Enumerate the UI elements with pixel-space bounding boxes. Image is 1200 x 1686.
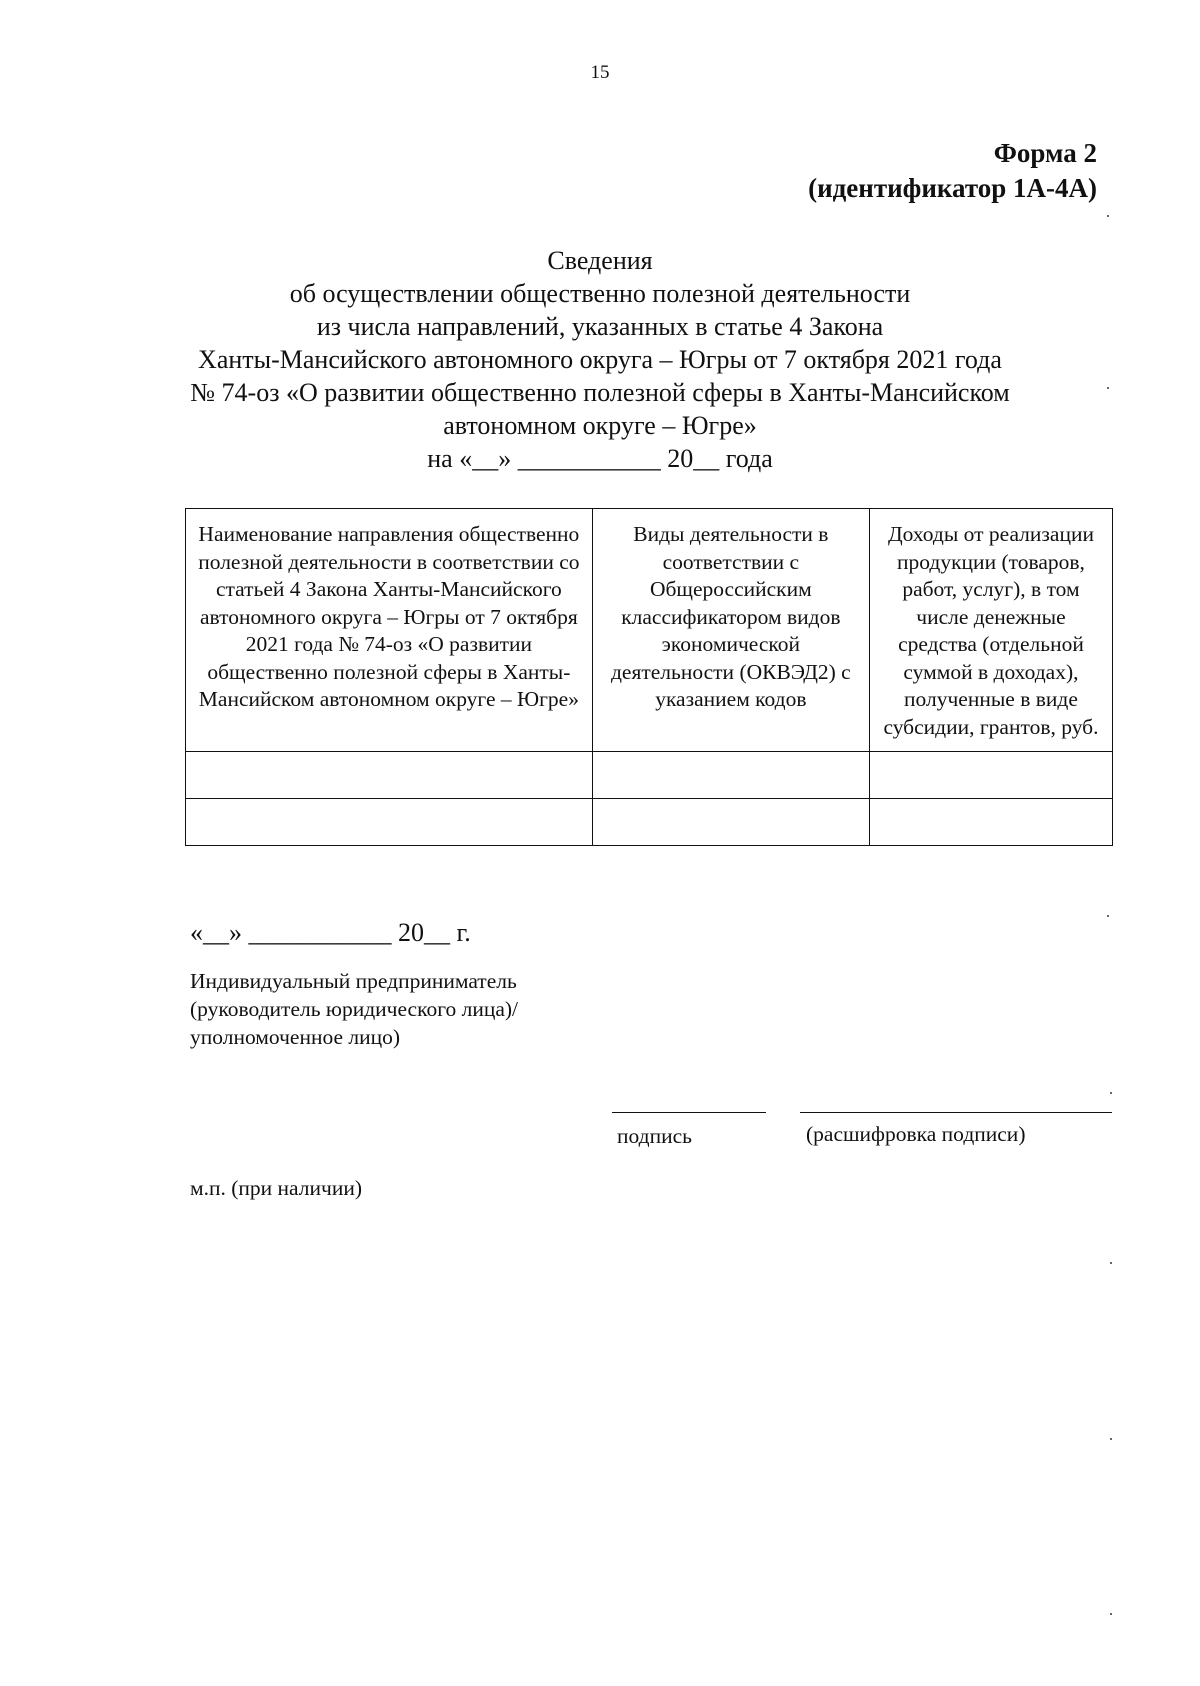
title-line: из числа направлений, указанных в статье 4 Закона bbox=[316, 312, 884, 341]
table-cell[interactable] bbox=[869, 799, 1112, 846]
scan-speck bbox=[1110, 1438, 1112, 1440]
column-header-direction: Наименование направления общественно полезной деятельности в соответствии со статьей 4 Закона Ханты-Мансийского автономного округа – Югры от 7 октября 2021 года № 74-оз «О развитии общественно полезной сферы в Ханты-Мансийском автономном округе – Югре» bbox=[186, 509, 593, 752]
form-label: Форма 2 bbox=[993, 138, 1097, 168]
table-cell[interactable] bbox=[869, 752, 1112, 799]
table-cell[interactable] bbox=[186, 799, 593, 846]
scan-speck bbox=[1110, 1613, 1112, 1615]
title-date-line: на «__» ___________ 20__ года bbox=[427, 444, 773, 473]
scan-speck bbox=[1110, 1092, 1112, 1094]
page-number: 15 bbox=[590, 62, 610, 83]
title-line: Сведения bbox=[547, 246, 653, 275]
title-line: № 74-оз «О развитии общественно полезной сферы в Ханты-Мансийском bbox=[190, 378, 1010, 407]
column-header-activity-types: Виды деятельности в соответствии с Общероссийским классификатором видов экономической деятельности (ОКВЭД2) с указанием кодов bbox=[592, 509, 869, 752]
title-line: об осуществлении общественно полезной деятельности bbox=[289, 279, 911, 308]
document-title bbox=[160, 244, 1040, 475]
table-cell[interactable] bbox=[592, 752, 869, 799]
scan-speck bbox=[1107, 915, 1109, 917]
scan-speck bbox=[1107, 215, 1109, 217]
title-line: автономном округе – Югре» bbox=[443, 411, 757, 440]
stamp-note: м.п. (при наличии) bbox=[190, 1176, 362, 1200]
data-table bbox=[185, 508, 1113, 846]
signature-date: «__» ___________ 20__ г. bbox=[190, 918, 471, 947]
table-cell[interactable] bbox=[186, 752, 593, 799]
scan-speck bbox=[1107, 387, 1109, 389]
title-line: Ханты-Мансийского автономного округа – Югры от 7 октября 2021 года bbox=[198, 345, 1002, 374]
table-row bbox=[186, 799, 1113, 846]
scan-speck bbox=[1110, 1262, 1112, 1264]
signer-role: Индивидуальный предприниматель (руководитель юридического лица)/уполномоченное лицо) bbox=[190, 969, 519, 1049]
signature-decode-line bbox=[800, 1112, 1112, 1113]
form-identifier: (идентификатор 1А-4А) bbox=[808, 173, 1097, 203]
signature-decode-label: (расшифровка подписи) bbox=[806, 1122, 1026, 1146]
signature-line bbox=[612, 1112, 766, 1113]
column-header-income: Доходы от реализации продукции (товаров, работ, услуг), в том числе денежные средства (отдельной суммой в доходах), полученные в виде субсидии, грантов, руб. bbox=[869, 509, 1112, 752]
table-row bbox=[186, 752, 1113, 799]
signature-label: подпись bbox=[617, 1124, 692, 1148]
table-header-row bbox=[186, 509, 1113, 752]
form-header bbox=[808, 136, 1097, 206]
table-cell[interactable] bbox=[592, 799, 869, 846]
